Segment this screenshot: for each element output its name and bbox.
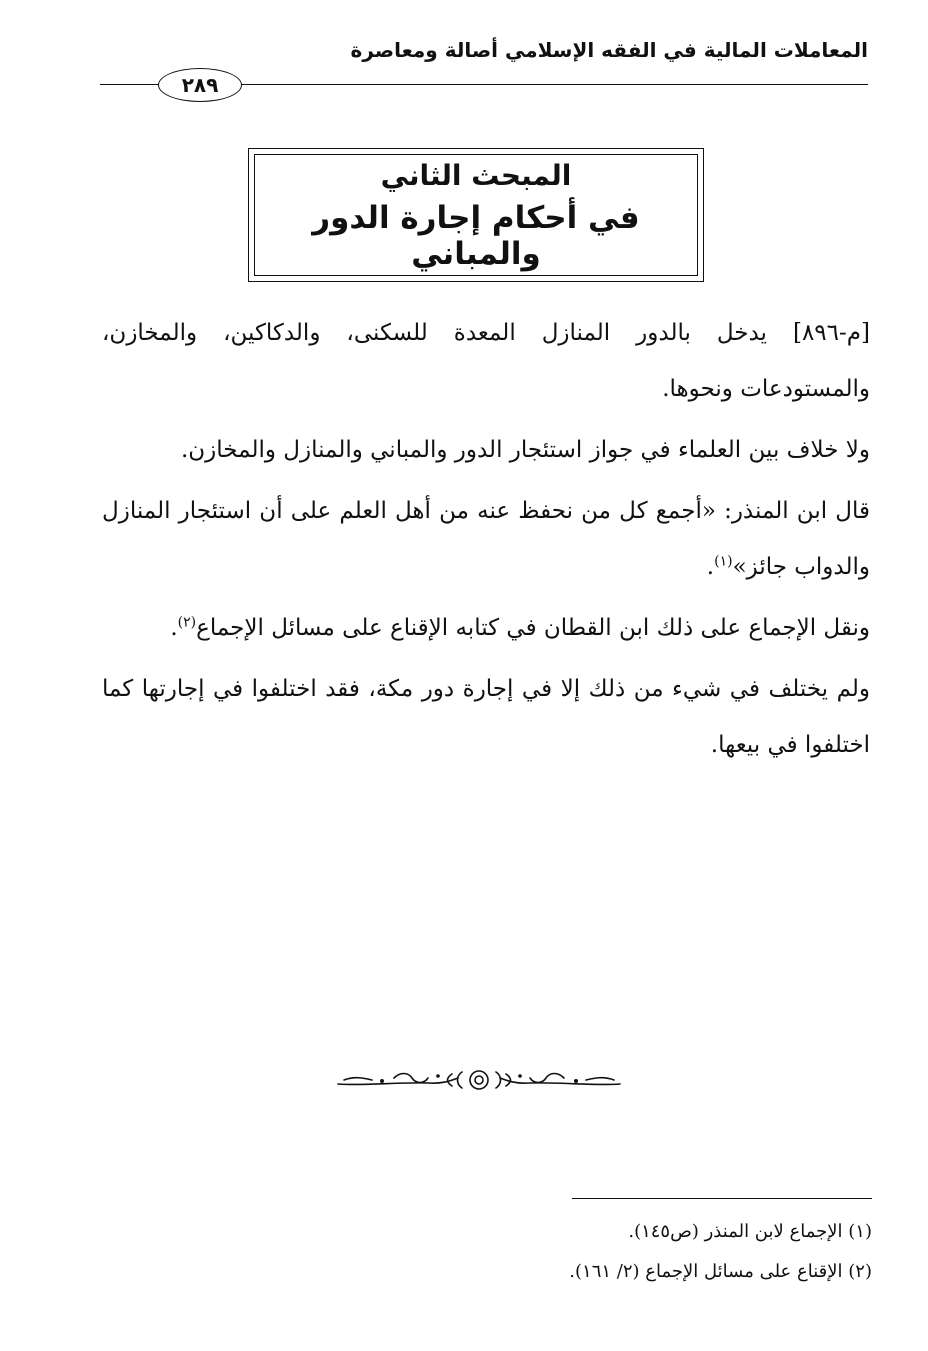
paragraph-3-text: قال ابن المنذر: «أجمع كل من نحفظ عنه من أهل العلم على أن استئجار المنازل والدواب جائز» <box>102 498 870 580</box>
paragraph-4-tail: . <box>170 615 178 641</box>
running-title: المعاملات المالية في الفقه الإسلامي أصالة ومعاصرة <box>350 38 868 62</box>
footnote-ref-1[interactable]: (١) <box>714 553 733 570</box>
section-title-line-1: المبحث الثاني <box>380 158 572 192</box>
paragraph-4 <box>102 600 870 656</box>
section-title-inner-frame <box>254 154 698 276</box>
paragraph-1-text: [م-٨٩٦] يدخل بالدور المنازل المعدة للسكنى، والدكاكين، والمخازن، والمستودعات ونحوها. <box>102 320 870 402</box>
footnotes <box>372 1212 872 1292</box>
page-number <box>158 68 242 102</box>
section-end-ornament <box>334 1066 624 1094</box>
footnote-ref-2[interactable]: (٢) <box>177 614 197 631</box>
footnote-separator <box>572 1198 872 1199</box>
paragraph-2 <box>102 422 870 478</box>
paragraph-4-text: ونقل الإجماع على ذلك ابن القطان في كتابه الإقناع على مسائل الإجماع <box>196 615 870 641</box>
paragraph-5 <box>102 661 870 773</box>
footnote-2-text: الإقناع على مسائل الإجماع (٢/ ١٦١). <box>569 1261 843 1282</box>
footnote-2-marker: (٢) <box>848 1261 872 1282</box>
section-title-box <box>248 148 704 282</box>
body-text <box>102 305 870 773</box>
paragraph-3 <box>102 483 870 595</box>
paragraph-1 <box>102 305 870 417</box>
footnote-1 <box>372 1212 872 1252</box>
footnote-1-marker: (١) <box>848 1221 872 1242</box>
paragraph-2-text: ولا خلاف بين العلماء في جواز استئجار الدور والمباني والمنازل والمخازن. <box>180 437 870 463</box>
footnote-2 <box>372 1252 872 1292</box>
page-number-text: ٢٨٩ <box>181 73 219 97</box>
paragraph-5-text: ولم يختلف في شيء من ذلك إلا في إجارة دور مكة، فقد اختلفوا في إجارتها كما اختلفوا في بيعها. <box>102 676 870 758</box>
footnote-1-text: الإجماع لابن المنذر (ص١٤٥). <box>628 1221 843 1242</box>
paragraph-3-tail: . <box>706 554 715 580</box>
section-title-line-2: في أحكام إجارة الدور والمباني <box>312 199 640 272</box>
